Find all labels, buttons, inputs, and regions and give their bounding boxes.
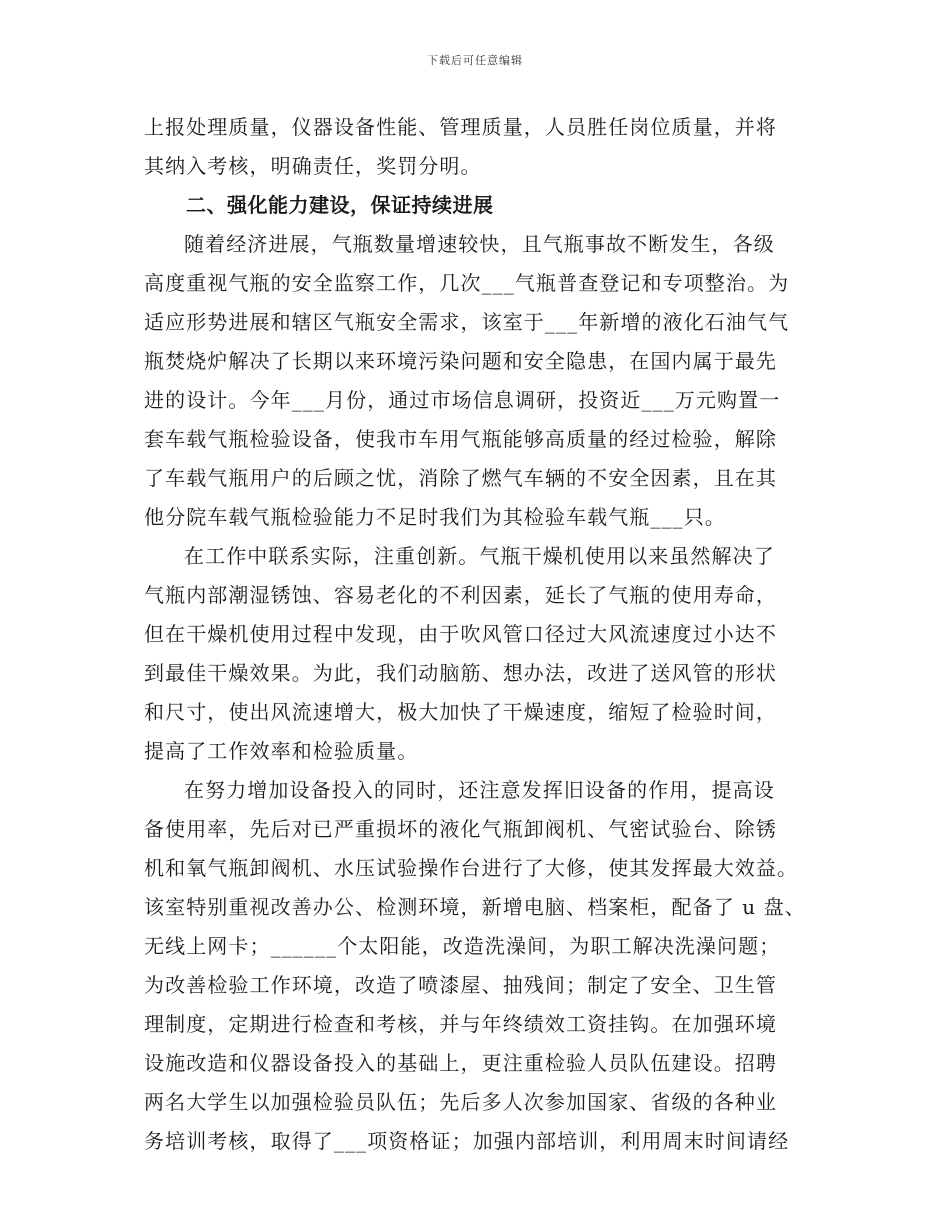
document-body [144, 108, 812, 1161]
text-line: 在努力增加设备投入的同时，还注意发挥旧设备的作用，提高设 [184, 778, 775, 802]
text-line: 高度重视气瓶的安全监察工作，几次___气瓶普查登记和专项整治。为 [144, 271, 790, 295]
text-line: 理制度，定期进行检查和考核，并与年终绩效工资挂钩。在加强环境 [144, 1012, 777, 1036]
text-line: 备使用率，先后对已严重损坏的液化气瓶卸阀机、气密试验台、除锈 [144, 817, 777, 841]
text-line: 和尺寸，使出风流速增大，极大加快了干燥速度，缩短了检验时间， [144, 700, 777, 724]
text-line: 务培训考核，取得了___项资格证；加强内部培训，利用周末时间请经 [144, 1129, 790, 1153]
text-line: 设施改造和仪器设备投入的基础上，更注重检验人员队伍建设。招聘 [144, 1051, 777, 1075]
text-line: 了车载气瓶用户的后顾之忧，消除了燃气车辆的不安全因素，且在其 [144, 466, 777, 490]
section-heading: 二、强化能力建设，保证持续进展 [186, 193, 494, 217]
text-line: 该室特别重视改善办公、检测环境，新增电脑、档案柜，配备了 u 盘、 [144, 895, 806, 919]
text-line: 他分院车载气瓶检验能力不足时我们为其检验车载气瓶___只。 [144, 505, 726, 529]
text-line: 瓶焚烧炉解决了长期以来环境污染问题和安全隐患，在国内属于最先 [144, 349, 777, 373]
text-line: 在工作中联系实际，注重创新。气瓶干燥机使用以来虽然解决了 [184, 544, 775, 568]
text-line: 气瓶内部潮湿锈蚀、容易老化的不利因素，延长了气瓶的使用寿命， [144, 583, 777, 607]
text-line: 无线上网卡；______个太阳能，改造洗澡间，为职工解决洗澡问题； [144, 934, 781, 958]
text-line: 套车载气瓶检验设备，使我市车用气瓶能够高质量的经过检验，解除 [144, 427, 777, 451]
text-line: 其纳入考核，明确责任，奖罚分明。 [144, 154, 482, 178]
text-line: 为改善检验工作环境，改造了喷漆屋、抽残间；制定了安全、卫生管 [144, 973, 777, 997]
text-line: 上报处理质量，仪器设备性能、管理质量，人员胜任岗位质量，并将 [144, 115, 777, 139]
text-line: 机和氧气瓶卸阀机、水压试验操作台进行了大修，使其发挥最大效益。 [144, 856, 799, 880]
text-line: 进的设计。今年___月份，通过市场信息调研，投资近___万元购置一 [144, 388, 781, 412]
text-line: 但在干燥机使用过程中发现，由于吹风管口径过大风流速度过小达不 [144, 622, 777, 646]
text-line: 两名大学生以加强检验员队伍；先后多人次参加国家、省级的各种业 [144, 1090, 777, 1114]
text-line: 适应形势进展和辖区气瓶安全需求，该室于___年新增的液化石油气气 [144, 310, 790, 334]
text-line: 提高了工作效率和检验质量。 [144, 739, 419, 763]
page-header: 下载后可任意编辑 [427, 54, 523, 67]
text-line: 随着经济进展，气瓶数量增速较快，且气瓶事故不断发生，各级 [184, 232, 775, 256]
text-line: 到最佳干燥效果。为此，我们动脑筋、想办法，改进了送风管的形状 [144, 661, 777, 685]
